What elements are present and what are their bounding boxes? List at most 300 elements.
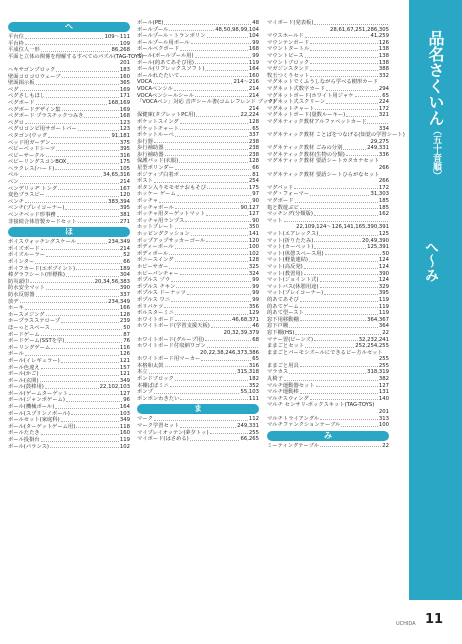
entry-pages: 364,367 — [367, 316, 389, 323]
index-entry — [137, 20, 259, 27]
entry-name: マラカス — [267, 369, 289, 376]
dot-leader — [195, 93, 248, 98]
entry-pages: 99 — [252, 290, 259, 297]
entry-name: ボール — [8, 351, 24, 358]
entry-pages: 238 — [248, 138, 259, 145]
entry-name: ペグボードデザイン集 — [8, 106, 61, 113]
index-entry — [8, 345, 130, 352]
dot-leader — [41, 430, 119, 435]
dot-leader — [355, 93, 382, 98]
entry-name: ボールプール・トランポリン — [137, 33, 206, 40]
entry-pages: 105 — [119, 165, 130, 172]
entry-name: ボールたたき — [8, 430, 40, 437]
entry-pages: 168 — [119, 113, 130, 120]
dot-leader — [78, 219, 119, 224]
entry-name: 的あてあそび — [267, 296, 299, 303]
dot-leader — [41, 437, 119, 442]
index-entry-long: マグネティック教材 ことばをつなげる(知覚の学習シート) — [267, 132, 405, 139]
entry-name: ポケットルーペ — [137, 132, 174, 139]
entry-name: ホープラスステロープ — [8, 318, 61, 325]
dot-leader — [310, 40, 378, 45]
dot-leader — [187, 290, 251, 295]
entry-name: ホワイトボード — [137, 316, 174, 323]
entry-name: ホワイトボード(学習支援天板) — [137, 323, 210, 330]
dot-leader — [316, 383, 378, 388]
entry-name: ポンプ — [137, 389, 153, 396]
entry-pages: 119 — [248, 59, 259, 66]
entry-pages: 123 — [119, 119, 130, 126]
entry-pages: 76 — [123, 338, 130, 345]
dot-leader — [41, 246, 119, 251]
entry-name: ペグさしもほし — [8, 93, 46, 100]
entry-pages: 125,391 — [367, 244, 389, 251]
entry-name: ポルスターミニ — [137, 310, 174, 317]
sidebar-letter-range: へ～み — [423, 240, 439, 282]
entry-continuation-pages: 28,61,67,251,286,305 — [330, 26, 389, 33]
dot-leader — [71, 411, 119, 416]
entry-name: 壁面掲示板 — [8, 80, 35, 87]
entry-name: 平台位 — [8, 34, 24, 40]
dot-leader — [57, 212, 119, 217]
entry-pages: 189 — [119, 265, 130, 272]
dot-leader — [289, 323, 378, 328]
dot-leader — [51, 140, 119, 145]
dot-leader — [211, 323, 251, 328]
entry-name: ボール(ターゲットゲーム用) — [8, 423, 76, 430]
entry-pages: 48,50,98,99,104 — [215, 26, 259, 33]
entry-name: マット(高反発) — [267, 263, 303, 270]
dot-leader — [51, 345, 119, 350]
index-entry — [8, 47, 130, 54]
index-entry — [8, 126, 130, 133]
entry-pages: 214 — [119, 179, 130, 186]
dot-leader — [314, 238, 361, 243]
entry-name: マグネットボード(ホワイト用ジャケ — [267, 92, 354, 99]
dot-leader — [25, 351, 119, 356]
entry-name: マット(教習用) — [267, 270, 303, 277]
sidebar-title — [409, 30, 462, 180]
entry-pages: 128 — [248, 158, 259, 165]
entry-name: 防災頭巾 — [8, 278, 30, 285]
entry-name: マグネットチャート — [267, 105, 315, 112]
index-sidebar — [409, 0, 462, 600]
entry-name: ボッチャ — [137, 198, 159, 205]
entry-pages: 46,68,371 — [232, 316, 259, 323]
entry-pages: 22 — [382, 329, 389, 336]
entry-pages: 169 — [119, 86, 130, 93]
index-entry — [267, 231, 389, 238]
entry-name: 非接続合体管製カードセット — [8, 218, 77, 225]
dot-leader — [50, 444, 119, 449]
entry-pages: 388 — [378, 66, 389, 73]
entry-pages: 124 — [378, 257, 389, 264]
index-entry — [8, 318, 130, 325]
index-entry — [267, 422, 389, 429]
index-entry — [267, 211, 389, 218]
entry-name: 放デ — [8, 298, 19, 305]
entry-pages: 20,49,390 — [362, 237, 389, 244]
dot-leader — [196, 112, 239, 117]
entry-name: ボールれたたいて — [137, 72, 180, 79]
dot-leader — [294, 185, 378, 190]
entry-name: ベビーサークル — [8, 152, 45, 159]
dot-leader — [175, 257, 248, 262]
entry-continuation-pages: 255 — [378, 356, 389, 363]
dot-leader — [55, 166, 119, 171]
entry-pages: 50 — [123, 324, 130, 331]
dot-leader — [36, 100, 108, 105]
entry-pages: 349 — [119, 377, 130, 384]
entry-name: ボードゲーム(SSTを学) — [8, 338, 65, 345]
entry-name: ペタゴン(ウッグ — [8, 132, 48, 139]
entry-name: マグボード — [267, 198, 294, 205]
entry-name: VOCA — [137, 79, 153, 86]
index-entry — [267, 290, 389, 297]
dot-leader — [304, 271, 378, 276]
entry-name: ペグロ — [8, 119, 24, 126]
dot-leader — [41, 332, 123, 337]
index-entry — [8, 80, 130, 87]
entry-pages: 172 — [378, 184, 389, 191]
entry-name: ベンチベッド形事務 — [8, 212, 56, 219]
entry-pages: 356 — [248, 303, 259, 310]
entry-continuation-pages: 201 — [119, 60, 130, 67]
entry-name: 窓下戸棚 — [267, 323, 289, 330]
dot-leader — [310, 396, 378, 401]
entry-pages: 249,331 — [237, 423, 259, 430]
index-entry — [137, 297, 259, 304]
index-entry — [267, 112, 389, 119]
dot-leader — [179, 158, 248, 163]
index-entry — [137, 119, 259, 126]
entry-pages: 185 — [378, 198, 389, 205]
dot-leader — [300, 297, 378, 302]
dot-leader — [325, 251, 382, 256]
index-entry — [267, 145, 389, 152]
index-entry — [8, 239, 130, 246]
entry-name: ペンチ — [8, 198, 24, 205]
entry-pages: 162 — [378, 211, 389, 218]
dot-leader — [346, 152, 378, 157]
entry-pages: 99 — [252, 52, 259, 59]
entry-pages: 321 — [378, 112, 389, 119]
entry-pages: 99 — [252, 277, 259, 284]
entry-name: ボール投掛台 — [8, 437, 40, 444]
dot-leader — [305, 53, 378, 58]
dot-leader — [65, 338, 122, 343]
dot-leader — [36, 80, 119, 85]
dot-leader — [195, 60, 248, 65]
dot-leader — [206, 211, 248, 216]
dot-leader — [175, 310, 248, 315]
dot-leader — [171, 277, 251, 282]
dot-leader — [343, 145, 366, 150]
entry-name: マット(カーペット) — [267, 244, 314, 251]
index-entry — [8, 219, 130, 226]
entry-pages: 383,394 — [108, 198, 130, 205]
dot-leader — [195, 53, 252, 58]
dot-leader — [206, 238, 248, 243]
dot-leader — [78, 126, 119, 131]
entry-name: ペンデリッヂ トング — [8, 185, 58, 192]
index-entry — [137, 79, 259, 86]
entry-name: ボール(PE) — [137, 20, 164, 26]
index-entry — [137, 356, 259, 363]
entry-name: マウスホールド — [267, 33, 304, 40]
section-heading: ま — [137, 404, 259, 414]
section-heading: へ — [8, 22, 130, 32]
index-entry — [267, 198, 389, 205]
entry-pages: 172 — [378, 105, 389, 112]
index-entry — [267, 323, 389, 330]
entry-pages: 100 — [378, 422, 389, 429]
entry-pages: 46 — [252, 323, 259, 330]
entry-name: ボール(玄関) — [8, 377, 39, 384]
index-entry — [137, 231, 259, 238]
entry-pages: 125 — [378, 231, 389, 237]
index-entry — [8, 444, 130, 451]
entry-pages: 175 — [248, 184, 259, 191]
entry-name: ポディボール — [137, 250, 169, 257]
index-entry — [137, 436, 259, 443]
entry-name: ボール(リフレックスソフト) — [137, 66, 205, 73]
index-entry — [137, 310, 259, 317]
entry-name: ホビーサガー — [137, 263, 169, 270]
index-entry — [267, 376, 389, 383]
entry-pages: 128 — [248, 257, 259, 264]
entry-name: ボール(ゲームターゲット — [8, 390, 69, 397]
entry-name: ままごとセット — [267, 343, 305, 350]
index-entry — [137, 145, 259, 152]
entry-pages: 138 — [378, 59, 389, 66]
entry-name: ベンチ(プレイコーナー) — [8, 205, 65, 212]
dot-leader — [154, 416, 248, 421]
entry-name: VOCAペンシル — [137, 85, 173, 92]
index-entry — [8, 299, 130, 306]
entry-name: マグネティック教材アルファベットカード — [267, 118, 367, 125]
dot-leader — [46, 285, 119, 290]
dot-leader — [314, 211, 378, 216]
entry-name: ベビーベッドシーツ — [8, 146, 56, 153]
index-entry — [137, 290, 259, 297]
entry-name: マグネット式数字カード — [267, 85, 326, 92]
entry-pages: 119 — [378, 296, 389, 303]
entry-pages: 120 — [248, 237, 259, 244]
entry-name: ボール(的あてあそび用) — [137, 59, 194, 66]
index-entry — [137, 244, 259, 251]
entry-name: 変色ブラスビー — [8, 192, 45, 199]
entry-name: 丸椅子 — [267, 376, 283, 383]
dot-leader — [295, 330, 381, 335]
entry-pages: 316 — [248, 362, 259, 369]
dot-leader — [310, 66, 378, 71]
entry-continuation-pages: 214 — [248, 105, 259, 112]
entry-name: ポンドブロック — [137, 376, 174, 383]
entry-pages: 90,127 — [240, 204, 259, 211]
dot-leader — [180, 126, 251, 131]
index-entry — [267, 66, 389, 73]
entry-name: ペグ — [8, 86, 19, 93]
entry-pages: 167 — [119, 185, 130, 192]
entry-pages: 121 — [119, 357, 130, 364]
entry-pages: 86,268 — [111, 47, 130, 54]
entry-name: 壁面コロコロウェーブ — [8, 73, 61, 80]
entry-pages: 121 — [119, 371, 130, 378]
entry-pages: 234,349 — [108, 298, 130, 305]
entry-name: ポプルス ワニ — [137, 296, 171, 303]
index-entry — [8, 192, 130, 199]
entry-name: マーク学習セット — [137, 423, 180, 430]
dot-leader — [153, 79, 232, 84]
entry-pages: 65 — [252, 356, 259, 363]
dot-leader — [25, 305, 119, 310]
entry-name: ままごと用具 — [267, 362, 299, 369]
entry-pages: 349 — [119, 417, 130, 424]
index-entry — [267, 46, 389, 53]
dot-leader — [300, 317, 366, 322]
index-entry — [137, 66, 259, 73]
entry-pages: 34,65,316 — [103, 172, 130, 179]
entry-name: ボードゲーム — [8, 331, 40, 338]
dot-leader — [175, 132, 248, 137]
entry-pages: 171 — [119, 93, 130, 100]
index-entry — [267, 369, 389, 376]
entry-name: 保健庫(タブレットPC用) — [137, 112, 196, 119]
entry-name: 窓下棚(HS) — [267, 329, 295, 336]
entry-name: ボール(イレギュラー) — [8, 357, 60, 364]
entry-name: ポイズボード — [8, 245, 40, 252]
dot-leader — [190, 436, 240, 441]
index-entry — [8, 133, 130, 140]
entry-name: ホースメジング — [8, 311, 45, 318]
dot-leader — [170, 383, 248, 388]
entry-pages: 329 — [378, 283, 389, 290]
entry-name: ポプルス ゾウ — [137, 277, 171, 284]
dot-leader — [175, 165, 251, 170]
index-entry — [267, 297, 389, 304]
dot-leader — [175, 224, 248, 229]
dot-leader — [51, 325, 122, 330]
index-entry — [137, 33, 259, 40]
dot-leader — [314, 337, 358, 342]
entry-name: ポインター — [8, 259, 35, 265]
dot-leader — [20, 299, 107, 304]
entry-name: マウントブロック — [267, 59, 310, 66]
index-entry — [8, 292, 130, 299]
dot-leader — [319, 231, 378, 236]
entry-pages: 138 — [378, 52, 389, 59]
index-entry — [8, 404, 130, 411]
index-entry — [267, 244, 389, 251]
entry-pages: 22,224 — [240, 112, 259, 119]
dot-leader — [289, 369, 366, 374]
index-entry — [137, 86, 259, 93]
entry-pages: 102 — [248, 250, 259, 257]
entry-pages: 127 — [248, 211, 259, 218]
index-entry-long: マグネットでくふうしながら学べる樹形カード — [267, 79, 379, 86]
index-entry — [8, 252, 130, 259]
entry-name: ベル — [8, 172, 19, 179]
index-entry — [267, 310, 389, 317]
entry-name: ボッチャ用ターゲットマット — [137, 211, 206, 218]
dot-leader — [207, 185, 248, 190]
entry-pages: 352 — [248, 382, 259, 389]
dot-leader — [76, 266, 119, 271]
entry-name: ボールベクボード — [137, 46, 180, 53]
index-entry — [137, 178, 259, 185]
entry-name: ボール色違え — [8, 364, 40, 371]
entry-name: ボタン入りモモゼナおもそび — [137, 184, 206, 191]
entry-name: ボールセット(家庭科) — [8, 417, 60, 424]
entry-pages: 102 — [119, 443, 130, 450]
dot-leader — [41, 47, 111, 52]
index-entry — [8, 351, 130, 358]
dot-leader — [58, 186, 119, 191]
dot-leader — [46, 192, 119, 197]
entry-name: マルチ運動棒 — [267, 389, 299, 396]
entry-pages: 318,319 — [367, 369, 389, 376]
entry-pages: 255 — [378, 362, 389, 369]
dot-leader — [25, 199, 107, 204]
dot-leader — [310, 191, 369, 196]
dot-leader — [207, 33, 248, 38]
entry-pages: 239 — [119, 318, 130, 325]
index-entry — [8, 384, 130, 391]
entry-name: マウントタートル — [267, 46, 310, 53]
page-number: 11 — [425, 612, 444, 627]
index-entry — [137, 224, 259, 231]
dot-leader — [35, 259, 122, 264]
entry-name: マーク — [137, 416, 153, 423]
dot-leader — [314, 244, 366, 249]
entry-pages: 252,254,255 — [355, 343, 389, 350]
dot-leader — [326, 99, 378, 104]
entry-pages: 350 — [248, 224, 259, 231]
dot-leader — [201, 356, 251, 361]
entry-pages: 336 — [378, 151, 389, 158]
dot-leader — [46, 153, 119, 158]
index-entry — [267, 20, 389, 27]
entry-name: 歩行補助器 — [137, 151, 164, 158]
index-entry — [137, 112, 259, 119]
index-entry — [8, 34, 130, 41]
sidebar-subtitle: （五十音順） — [431, 126, 441, 180]
entry-pages: 175 — [119, 159, 130, 166]
dot-leader — [341, 422, 378, 427]
entry-pages: 131 — [378, 389, 389, 396]
dot-leader — [305, 33, 370, 38]
index-entry — [8, 371, 130, 378]
entry-pages: 119 — [378, 303, 389, 310]
entry-continuation-pages: 20,32,39,379 — [223, 329, 259, 336]
entry-pages: 337 — [248, 132, 259, 139]
entry-pages: 254 — [248, 178, 259, 185]
entry-continuation-pages: 20,22,38,246,373,386 — [200, 349, 259, 356]
entry-name: ペグロコンピ用サポートバー — [8, 126, 77, 133]
entry-pages: 22,102,103 — [99, 384, 130, 391]
dot-leader — [191, 40, 252, 45]
dot-leader — [164, 20, 251, 25]
index-entry — [267, 218, 389, 225]
index-entry — [8, 259, 130, 266]
entry-name: ボール(ボールプール用) — [137, 52, 194, 59]
entry-name: マイプレイオッテン(夢夕トッ) — [137, 429, 209, 436]
entry-name: ボッチャボール — [137, 204, 174, 211]
entry-name: マグネティック教材(生物の分類) — [267, 151, 345, 158]
entry-pages: 99 — [252, 283, 259, 290]
dot-leader — [55, 404, 119, 409]
dot-leader — [300, 389, 378, 394]
